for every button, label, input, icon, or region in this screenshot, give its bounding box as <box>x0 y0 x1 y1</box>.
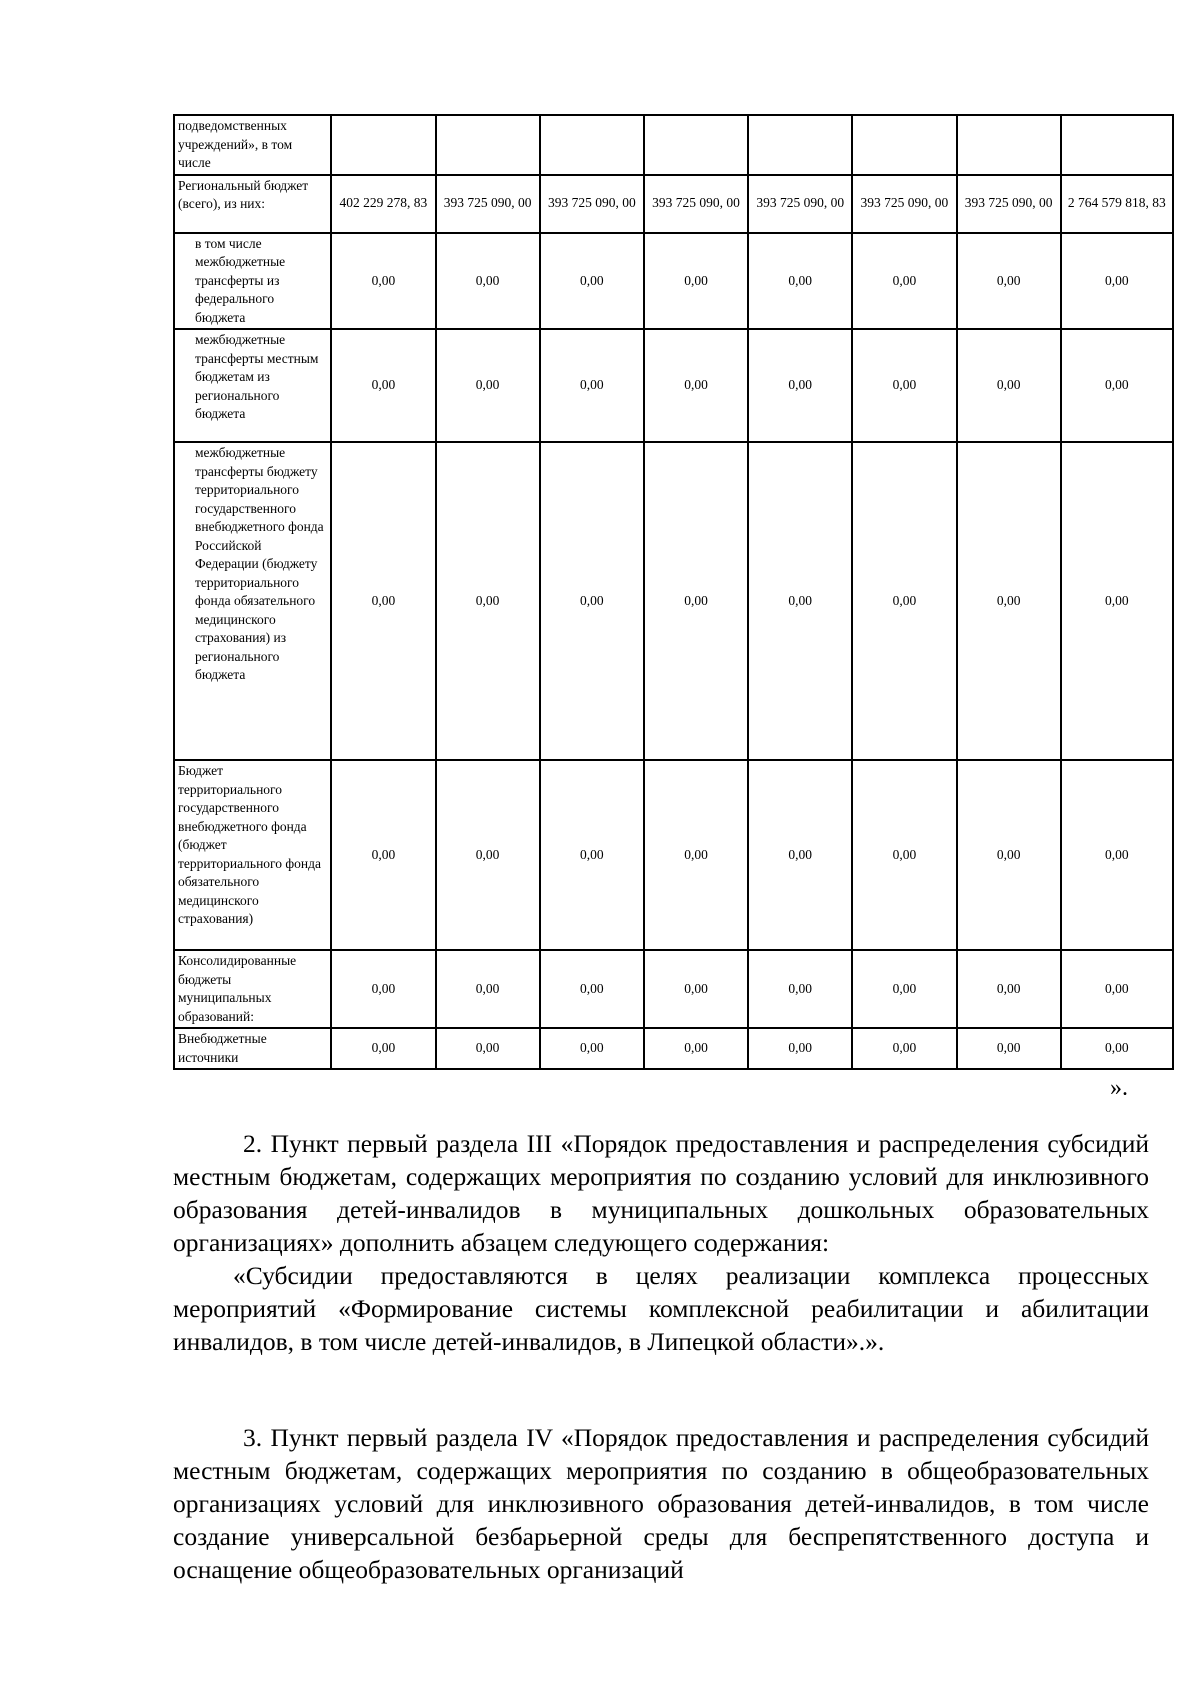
table-cell: 0,00 <box>1061 1028 1173 1069</box>
table-cell: 0,00 <box>957 442 1061 760</box>
table-cell: 0,00 <box>1061 760 1173 950</box>
table-cell: 0,00 <box>331 442 435 760</box>
table-cell: 0,00 <box>957 1028 1061 1069</box>
paragraph-2-quote: «Субсидии предоставляются в целях реализации комплекса процессных мероприятий «Формирование системы комплексной реабилитации и абилитации инвалидов, в том числе детей-инвалидов, в Липецкой области».». <box>173 1261 1149 1356</box>
table-cell: 0,00 <box>540 760 644 950</box>
closing-quote-mark: ». <box>1110 1075 1128 1101</box>
table-cell: 0,00 <box>436 442 540 760</box>
table-cell <box>748 115 852 175</box>
table-cell: 0,00 <box>852 329 956 442</box>
row-label: Региональный бюджет (всего), из них: <box>174 175 331 233</box>
table-cell: 0,00 <box>644 950 748 1028</box>
table-cell: 0,00 <box>1061 233 1173 330</box>
table-cell: 2 764 579 818, 83 <box>1061 175 1173 233</box>
table-row <box>174 950 1173 1028</box>
table-cell: 393 725 090, 00 <box>748 175 852 233</box>
table-cell: 0,00 <box>748 442 852 760</box>
table-cell: 393 725 090, 00 <box>644 175 748 233</box>
table-cell: 0,00 <box>540 233 644 330</box>
table-cell: 393 725 090, 00 <box>852 175 956 233</box>
table-row <box>174 175 1173 233</box>
table-cell: 0,00 <box>436 760 540 950</box>
table-cell: 0,00 <box>852 233 956 330</box>
table-cell <box>957 115 1061 175</box>
table-row <box>174 115 1173 175</box>
table-cell: 0,00 <box>957 233 1061 330</box>
table-cell: 0,00 <box>540 329 644 442</box>
table-cell: 0,00 <box>331 233 435 330</box>
table-cell: 0,00 <box>436 1028 540 1069</box>
table-cell <box>852 115 956 175</box>
table-cell: 0,00 <box>852 1028 956 1069</box>
table-cell: 393 725 090, 00 <box>540 175 644 233</box>
table-cell: 393 725 090, 00 <box>436 175 540 233</box>
table-cell: 0,00 <box>331 760 435 950</box>
table-cell: 0,00 <box>748 233 852 330</box>
table-row <box>174 442 1173 760</box>
table-cell <box>436 115 540 175</box>
table-cell: 0,00 <box>852 442 956 760</box>
table-cell: 0,00 <box>957 950 1061 1028</box>
table-cell <box>540 115 644 175</box>
table-cell: 0,00 <box>1061 329 1173 442</box>
table-cell: 0,00 <box>331 1028 435 1069</box>
table-row <box>174 329 1173 442</box>
table-cell: 0,00 <box>436 329 540 442</box>
table-cell: 0,00 <box>644 233 748 330</box>
row-label: Бюджет территориального государственного внебюджетного фонда (бюджет территориального фонда обязательного медицинского страхования) <box>174 760 331 950</box>
table-cell <box>331 115 435 175</box>
table-cell: 0,00 <box>644 329 748 442</box>
table-row <box>174 233 1173 330</box>
table-cell: 0,00 <box>852 760 956 950</box>
table-row <box>174 760 1173 950</box>
table-cell: 0,00 <box>748 329 852 442</box>
table-cell: 402 229 278, 83 <box>331 175 435 233</box>
table-cell: 0,00 <box>540 1028 644 1069</box>
paragraph-3: 3. Пункт первый раздела IV «Порядок предоставления и распределения субсидий местным бюджетам, содержащих мероприятия по созданию в общеобразовательных организациях условий для инклюзивного образования детей-инвалидов, в том числе создание универсальной безбарьерной среды для беспрепятственного доступа и оснащение общеобразовательных организаций <box>173 1423 1149 1584</box>
table-row <box>174 1028 1173 1069</box>
table-cell: 393 725 090, 00 <box>957 175 1061 233</box>
row-label: Внебюджетные источники <box>174 1028 331 1069</box>
table-cell: 0,00 <box>748 760 852 950</box>
financing-table <box>173 114 1174 1070</box>
table-cell: 0,00 <box>436 950 540 1028</box>
table-cell: 0,00 <box>540 950 644 1028</box>
table-cell <box>1061 115 1173 175</box>
row-label: в том числе межбюджетные трансферты из федерального бюджета <box>174 233 331 330</box>
table-cell: 0,00 <box>748 1028 852 1069</box>
table-cell: 0,00 <box>644 760 748 950</box>
paragraph-2-block <box>173 1127 1149 1358</box>
table-cell: 0,00 <box>748 950 852 1028</box>
row-label: межбюджетные трансферты местным бюджетам из регионального бюджета <box>174 329 331 442</box>
paragraph-2: 2. Пункт первый раздела III «Порядок предоставления и распределения субсидий местным бюджетам, содержащих мероприятия по созданию условий для инклюзивного образования детей-инвалидов в муниципальных дошкольных образовательных организациях» дополнить абзацем следующего содержания: <box>173 1129 1149 1257</box>
table-cell: 0,00 <box>957 760 1061 950</box>
paragraph-3-block <box>173 1421 1149 1586</box>
table-cell: 0,00 <box>331 329 435 442</box>
table-cell: 0,00 <box>436 233 540 330</box>
row-label: Консолидированные бюджеты муниципальных образований: <box>174 950 331 1028</box>
row-label: подведомственных учреждений», в том числе <box>174 115 331 175</box>
table-cell: 0,00 <box>957 329 1061 442</box>
table-cell: 0,00 <box>1061 950 1173 1028</box>
table-cell: 0,00 <box>644 442 748 760</box>
table-cell: 0,00 <box>540 442 644 760</box>
row-label: межбюджетные трансферты бюджету территориального государственного внебюджетного фонда Российской Федерации (бюджету территориального фонда обязательного медицинского страхования) из регионального бюджета <box>174 442 331 760</box>
table-cell <box>644 115 748 175</box>
table-cell: 0,00 <box>1061 442 1173 760</box>
table-cell: 0,00 <box>331 950 435 1028</box>
table-cell: 0,00 <box>852 950 956 1028</box>
table-cell: 0,00 <box>644 1028 748 1069</box>
